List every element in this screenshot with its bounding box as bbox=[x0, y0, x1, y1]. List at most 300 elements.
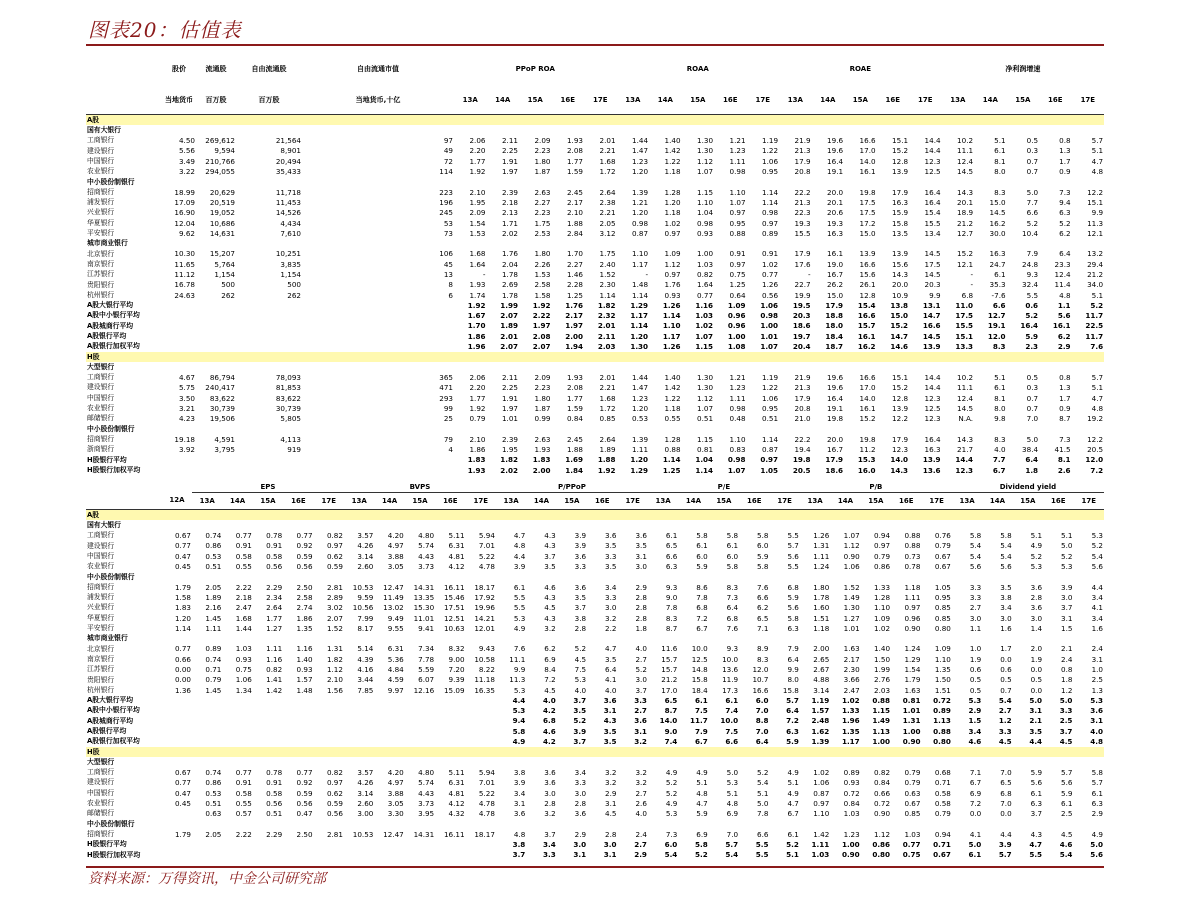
table-cell: 3.7 bbox=[1030, 809, 1043, 819]
table-cell: 1.28 bbox=[664, 434, 681, 444]
table-cell: 5,805 bbox=[280, 414, 301, 424]
table-cell: 0.94 bbox=[874, 531, 891, 541]
table-cell: 7.2 bbox=[696, 613, 708, 623]
table-cell: 1.29 bbox=[630, 300, 649, 310]
bank-name: A股城商行平均 bbox=[87, 716, 134, 725]
table-cell: 17.9 bbox=[825, 300, 844, 310]
table-cell: 11.7 bbox=[1085, 311, 1104, 321]
table-cell: 1.99 bbox=[500, 300, 518, 310]
table-cell: 1.58 bbox=[174, 592, 191, 602]
table-cell bbox=[374, 840, 404, 850]
table-cell: 11.01 bbox=[413, 613, 435, 623]
table-row-data bbox=[86, 623, 1104, 633]
table-cell bbox=[253, 706, 283, 716]
table-cell: 16.7 bbox=[827, 270, 844, 279]
table-cell: 3.5 bbox=[603, 737, 617, 747]
table-cell bbox=[405, 840, 435, 850]
table-cell: 5.8 bbox=[726, 562, 739, 572]
table-cell: 18.0 bbox=[825, 321, 844, 331]
table-cell: 0.85 bbox=[934, 603, 951, 613]
table-cell: 5.1 bbox=[696, 778, 708, 788]
table-cell: 6.7 bbox=[787, 809, 799, 819]
table-cell: 5.3 bbox=[574, 675, 587, 685]
table-cell: 9.9 bbox=[787, 665, 799, 674]
table-cell: 4.9 bbox=[665, 767, 678, 777]
table-cell: 0.68 bbox=[934, 767, 951, 777]
table-cell: 6.4 bbox=[787, 654, 799, 664]
table-cell: 1.02 bbox=[813, 767, 830, 777]
bank-name: A股中小银行平均 bbox=[87, 706, 140, 715]
table-cell: 1.42 bbox=[266, 685, 283, 695]
table-cell: 4.16 bbox=[357, 665, 374, 674]
table-cell: 6.1 bbox=[1061, 798, 1073, 808]
table-cell: 4.8 bbox=[513, 829, 526, 839]
table-cell: 2.09 bbox=[534, 372, 551, 382]
table-cell: 2.26 bbox=[534, 259, 551, 269]
table-cell: 12.8 bbox=[892, 156, 909, 166]
table-cell: 1.89 bbox=[205, 592, 222, 602]
table-cell bbox=[283, 695, 313, 705]
table-cell: 0.6 bbox=[969, 665, 982, 674]
table-cell: 0.76 bbox=[934, 531, 951, 541]
bank-name: 兴业银行 bbox=[87, 603, 115, 612]
table-cell: 3.1 bbox=[1090, 716, 1103, 726]
table-cell: 12.2 bbox=[1087, 434, 1104, 444]
table-cell: 25 bbox=[443, 414, 453, 424]
table-cell: 1.30 bbox=[697, 372, 714, 382]
table-cell: 14.3 bbox=[957, 187, 974, 197]
table-cell bbox=[162, 300, 196, 310]
table-cell: 6.4 bbox=[605, 665, 617, 674]
table-cell: 18.4 bbox=[691, 685, 708, 695]
table-cell: 2.11 bbox=[501, 372, 518, 382]
table-cell: 1.4 bbox=[1030, 623, 1043, 633]
column-header: 15A bbox=[253, 493, 283, 510]
table-cell: 6.1 bbox=[726, 541, 739, 551]
table-cell: 1.63 bbox=[843, 644, 860, 654]
table-cell bbox=[466, 716, 496, 726]
table-cell: 11.3 bbox=[509, 675, 526, 685]
table-cell: 2.9 bbox=[605, 788, 617, 798]
table-cell: 5.1 bbox=[1061, 531, 1073, 541]
table-cell: 0.5 bbox=[969, 685, 982, 695]
table-cell: 6.1 bbox=[787, 829, 799, 839]
table-cell: 2.8 bbox=[544, 798, 556, 808]
bank-name: 平安银行 bbox=[87, 624, 115, 633]
table-cell: 3.3 bbox=[1059, 706, 1073, 716]
table-cell: 9.9 bbox=[1091, 208, 1104, 218]
table-cell: 0.88 bbox=[872, 695, 891, 705]
table-cell bbox=[344, 850, 374, 860]
table-cell: 17.2 bbox=[859, 218, 876, 228]
table-cell: 2.00 bbox=[565, 331, 583, 341]
table-cell: 1.23 bbox=[843, 829, 860, 839]
table-cell: 1.20 bbox=[630, 331, 649, 341]
table-cell: 2.21 bbox=[599, 146, 616, 156]
column-header: 16E bbox=[435, 493, 465, 510]
bank-name: 工商银行 bbox=[87, 531, 115, 540]
table-cell: 0.67 bbox=[904, 798, 921, 808]
table-cell: 293 bbox=[439, 393, 453, 403]
table-cell: 5.4 bbox=[1000, 551, 1012, 561]
table-cell: 2.40 bbox=[599, 259, 616, 269]
table-cell: 6.1 bbox=[994, 146, 1006, 156]
table-cell: 3.0 bbox=[635, 562, 647, 572]
table-cell: 17.9 bbox=[794, 393, 811, 403]
table-cell: 6.5 bbox=[665, 541, 678, 551]
table-cell: 7.0 bbox=[755, 726, 769, 736]
table-cell: 19.1 bbox=[987, 321, 1006, 331]
table-cell: 5.2 bbox=[1061, 551, 1073, 561]
table-cell: 2.7 bbox=[635, 654, 647, 664]
table-cell: 2.07 bbox=[500, 311, 518, 321]
table-cell: 4.80 bbox=[418, 531, 435, 541]
table-cell: 18.9 bbox=[957, 208, 974, 218]
column-header: 16E bbox=[283, 493, 313, 510]
table-cell: 2.63 bbox=[534, 187, 551, 197]
table-cell: 6.4 bbox=[726, 603, 739, 613]
table-cell: 21.9 bbox=[794, 372, 811, 382]
table-cell: 0.97 bbox=[326, 778, 343, 788]
table-cell bbox=[314, 706, 344, 716]
table-cell: 3.7 bbox=[544, 551, 556, 561]
table-cell: 3.5 bbox=[605, 562, 617, 572]
table-cell: 0.93 bbox=[843, 778, 860, 788]
table-cell: 5.75 bbox=[178, 383, 195, 393]
table-cell bbox=[222, 706, 252, 716]
table-cell: 24.7 bbox=[989, 259, 1006, 269]
table-cell: 2.10 bbox=[469, 434, 486, 444]
table-cell: 15.1 bbox=[955, 331, 974, 341]
table-cell: 1.54 bbox=[469, 218, 486, 228]
table-cell: 15.6 bbox=[859, 270, 876, 279]
table-cell: 8.1 bbox=[994, 156, 1006, 166]
table-cell bbox=[374, 850, 404, 860]
table-cell: 3.9 bbox=[573, 726, 587, 736]
table-cell: 4.9 bbox=[513, 623, 526, 633]
table-cell: 0.77 bbox=[235, 531, 252, 541]
table-cell: 12.5 bbox=[924, 403, 941, 413]
table-cell: 15.6 bbox=[892, 259, 909, 269]
table-cell: 0.56 bbox=[296, 562, 313, 572]
table-cell: 1.95 bbox=[469, 197, 486, 207]
table-cell: 21.3 bbox=[794, 146, 811, 156]
table-cell: 6.7 bbox=[694, 737, 708, 747]
table-row-data bbox=[86, 403, 1104, 413]
table-cell: 1.03 bbox=[811, 850, 830, 860]
table-cell: 5.5 bbox=[513, 592, 526, 602]
table-cell: 15.4 bbox=[924, 208, 941, 218]
table-cell: 1.26 bbox=[662, 342, 681, 352]
table-cell: 3.88 bbox=[387, 551, 404, 561]
table-cell: 14.4 bbox=[924, 146, 941, 156]
table-cell: 5.4 bbox=[1059, 850, 1073, 860]
table-cell: 3.5 bbox=[573, 706, 587, 716]
table-cell: 19.96 bbox=[474, 603, 495, 613]
table-cell: 0.80 bbox=[933, 737, 951, 747]
table-row-data bbox=[86, 788, 1104, 798]
table-cell: 0.58 bbox=[934, 788, 951, 798]
table-cell: 1.34 bbox=[235, 685, 252, 695]
table-cell: 1.91 bbox=[501, 156, 518, 166]
table-cell: 7.3 bbox=[726, 592, 739, 602]
table-cell: 3.6 bbox=[513, 809, 526, 819]
table-cell: 4.1 bbox=[1091, 603, 1103, 613]
table-cell: 10.9 bbox=[892, 290, 909, 300]
table-cell: 11.1 bbox=[957, 146, 974, 156]
table-cell: 0.5 bbox=[1026, 136, 1039, 146]
table-cell: 1.89 bbox=[500, 321, 518, 331]
table-cell: 3.2 bbox=[544, 809, 556, 819]
table-cell: 3.5 bbox=[1029, 726, 1043, 736]
bank-name: 招商银行 bbox=[87, 582, 115, 591]
table-cell: 19.3 bbox=[827, 218, 844, 228]
table-cell: 6.6 bbox=[1026, 208, 1039, 218]
table-cell: 0.79 bbox=[934, 541, 951, 551]
table-cell bbox=[302, 465, 454, 475]
table-cell: 0.96 bbox=[904, 613, 921, 623]
table-cell: 19.3 bbox=[794, 218, 811, 228]
table-cell: 7.0 bbox=[726, 829, 739, 839]
table-cell bbox=[192, 716, 222, 726]
column-header: 16E bbox=[1043, 493, 1073, 510]
table-cell: 5.9 bbox=[1025, 331, 1039, 341]
table-cell: 1.53 bbox=[534, 270, 551, 279]
table-cell: 13.6 bbox=[922, 465, 941, 475]
table-row-sub bbox=[86, 177, 1104, 187]
table-cell: 3.1 bbox=[603, 850, 617, 860]
table-cell: 29.4 bbox=[1087, 259, 1104, 269]
table-cell: 1.19 bbox=[811, 695, 830, 705]
table-cell: 1.56 bbox=[326, 685, 343, 695]
table-cell: 1.09 bbox=[934, 644, 951, 654]
table-cell: 0.77 bbox=[902, 840, 921, 850]
table-cell: 12.4 bbox=[957, 156, 974, 166]
table-cell: 5.94 bbox=[478, 531, 495, 541]
table-cell: 7.99 bbox=[357, 613, 374, 623]
table-cell: 0.8 bbox=[1061, 665, 1073, 674]
column-group-header: BVPS bbox=[344, 482, 496, 493]
table-cell: 22.3 bbox=[794, 208, 811, 218]
table-cell: 1.16 bbox=[695, 300, 714, 310]
table-cell bbox=[283, 706, 313, 716]
table-cell: 14.21 bbox=[474, 613, 495, 623]
table-cell: 6.31 bbox=[448, 541, 465, 551]
table-cell: 16.1 bbox=[857, 331, 876, 341]
table-cell: 5.8 bbox=[757, 562, 769, 572]
table-cell: 4.6 bbox=[968, 737, 982, 747]
table-cell: 2.76 bbox=[874, 675, 891, 685]
table-cell: 5.3 bbox=[512, 706, 526, 716]
column-header: 15A bbox=[844, 86, 877, 115]
table-cell: 2.09 bbox=[469, 208, 486, 218]
table-cell bbox=[162, 716, 192, 726]
table-cell: 5.59 bbox=[418, 665, 435, 674]
table-cell: 1.86 bbox=[296, 613, 313, 623]
table-cell: 17.5 bbox=[859, 197, 876, 207]
table-cell: 1.27 bbox=[843, 613, 860, 623]
table-cell: 0.3 bbox=[1026, 383, 1039, 393]
table-cell: 5.7 bbox=[1091, 778, 1103, 788]
table-cell: 0.7 bbox=[1026, 156, 1039, 166]
table-cell: 2.20 bbox=[469, 383, 486, 393]
table-cell: 3.3 bbox=[542, 850, 556, 860]
table-cell: 9.3 bbox=[726, 644, 739, 654]
table-cell: 0.82 bbox=[266, 665, 283, 674]
table-cell: 4.3 bbox=[544, 531, 556, 541]
table-cell: 0.78 bbox=[266, 767, 283, 777]
table-cell: 2.47 bbox=[235, 603, 252, 613]
table-cell: 1.13 bbox=[872, 726, 891, 736]
table-cell: - bbox=[645, 270, 649, 279]
table-cell: 0.77 bbox=[697, 290, 714, 300]
bank-name: A股银行加权平均 bbox=[87, 737, 140, 746]
table-cell: 14.5 bbox=[924, 249, 941, 259]
table-cell: 21.2 bbox=[661, 675, 678, 685]
table-cell: 4.3 bbox=[544, 592, 556, 602]
table-row-avg bbox=[86, 455, 1104, 465]
table-cell: 2.10 bbox=[326, 675, 343, 685]
table-cell: 5.8 bbox=[787, 613, 799, 623]
table-cell: 2.32 bbox=[597, 311, 616, 321]
table-cell bbox=[196, 331, 236, 341]
table-cell: 0.59 bbox=[326, 798, 343, 808]
bank-name: 农业银行 bbox=[87, 404, 115, 413]
table-cell: 9.62 bbox=[178, 228, 195, 238]
table-cell: 78,093 bbox=[275, 372, 301, 382]
table-cell: 5.4 bbox=[725, 850, 739, 860]
table-cell: 4.6 bbox=[1059, 840, 1073, 850]
table-cell: 19.4 bbox=[794, 445, 811, 455]
table-cell: 5.7 bbox=[1091, 372, 1104, 382]
table-cell: 5.56 bbox=[178, 146, 195, 156]
column-header: 17E bbox=[314, 493, 344, 510]
table-cell: 12.3 bbox=[892, 445, 909, 455]
table-cell bbox=[374, 726, 404, 736]
table-cell: 0.93 bbox=[664, 290, 681, 300]
table-row-avg bbox=[86, 300, 1104, 310]
bank-name: 华夏银行 bbox=[87, 218, 115, 227]
column-header: 14A bbox=[974, 86, 1007, 115]
table-cell: 3.1 bbox=[605, 798, 617, 808]
table-cell: 1.52 bbox=[599, 270, 616, 279]
table-cell: 0.71 bbox=[205, 665, 222, 674]
table-cell: 9.4 bbox=[1059, 197, 1071, 207]
table-cell: 0.75 bbox=[235, 665, 252, 674]
table-cell: 19.6 bbox=[827, 146, 844, 156]
table-cell: 9.8 bbox=[994, 414, 1006, 424]
table-cell: 1.82 bbox=[597, 300, 616, 310]
table-cell: 4.7 bbox=[787, 798, 799, 808]
column-header: 15A bbox=[1007, 86, 1040, 115]
table-cell: 17.09 bbox=[174, 197, 195, 207]
table-cell: 5.3 bbox=[1030, 562, 1043, 572]
table-cell: 15,207 bbox=[209, 249, 235, 259]
table-cell: 2.64 bbox=[599, 187, 616, 197]
table-cell: 0.3 bbox=[1026, 146, 1039, 156]
table-cell: 1.54 bbox=[904, 665, 921, 674]
table-cell: 16.35 bbox=[474, 685, 495, 695]
table-cell: 14.4 bbox=[924, 136, 941, 146]
table-cell: 1.23 bbox=[729, 383, 746, 393]
table-cell: 3.9 bbox=[998, 840, 1012, 850]
table-cell bbox=[253, 695, 283, 705]
column-header: 14A bbox=[487, 86, 520, 115]
table-cell: 1.13 bbox=[933, 716, 951, 726]
table-cell: 3.6 bbox=[1030, 603, 1043, 613]
table-cell: 1.04 bbox=[695, 455, 714, 465]
table-cell: 245 bbox=[439, 208, 453, 218]
table-cell: 20.5 bbox=[792, 465, 811, 475]
table-cell: 0.93 bbox=[697, 228, 714, 238]
table-cell: 1.33 bbox=[841, 706, 860, 716]
table-cell: 1.75 bbox=[534, 218, 551, 228]
table-row-avg bbox=[86, 311, 1104, 321]
table-row-data bbox=[86, 654, 1104, 664]
table-cell: 3.5 bbox=[574, 592, 587, 602]
table-cell: 0.88 bbox=[933, 726, 951, 736]
table-cell: 2.05 bbox=[599, 218, 616, 228]
table-cell: 0.56 bbox=[296, 798, 313, 808]
table-cell: 2.22 bbox=[235, 582, 252, 592]
table-cell: 0.90 bbox=[874, 809, 891, 819]
table-cell: 17.6 bbox=[794, 259, 811, 269]
table-cell: 4.8 bbox=[1091, 403, 1104, 413]
table-cell: 21.3 bbox=[794, 197, 811, 207]
table-cell: 0.79 bbox=[874, 551, 891, 561]
table-row-avg bbox=[86, 840, 1104, 850]
table-cell: 1.15 bbox=[695, 342, 714, 352]
column-header: 当地货币,十亿 bbox=[302, 86, 454, 115]
table-cell: 5.7 bbox=[725, 840, 739, 850]
table-cell: 4.81 bbox=[448, 551, 465, 561]
table-cell: 0.85 bbox=[904, 809, 921, 819]
column-header: 15A bbox=[557, 493, 587, 510]
table-cell: 16.6 bbox=[859, 136, 876, 146]
table-cell: 5.2 bbox=[1059, 218, 1071, 228]
table-cell: 5.9 bbox=[1061, 788, 1073, 798]
table-cell: 8.4 bbox=[544, 665, 556, 674]
table-cell: 2.4 bbox=[1061, 654, 1073, 664]
table-cell: 7.0 bbox=[755, 706, 769, 716]
table-cell: 4.26 bbox=[357, 778, 374, 788]
table-cell: 6.1 bbox=[1091, 788, 1103, 798]
table-cell: 15.2 bbox=[892, 383, 909, 393]
header-row-years bbox=[86, 493, 1104, 510]
table-cell: 8.7 bbox=[1059, 414, 1071, 424]
table-cell: 20.1 bbox=[827, 197, 844, 207]
column-header: 14A bbox=[982, 493, 1012, 510]
table-cell bbox=[222, 726, 252, 736]
table-cell: 4.5 bbox=[998, 737, 1012, 747]
table-cell: 12.7 bbox=[987, 311, 1006, 321]
table-cell: 2.18 bbox=[501, 197, 518, 207]
table-cell: 3.8 bbox=[574, 613, 587, 623]
table-cell: 11.3 bbox=[1087, 218, 1104, 228]
table-cell: 2.8 bbox=[574, 623, 587, 633]
table-cell: 2.30 bbox=[843, 665, 860, 674]
table-cell: 3.7 bbox=[544, 829, 556, 839]
table-cell: - bbox=[482, 270, 486, 279]
table-cell: 1.24 bbox=[904, 644, 921, 654]
table-cell: 45 bbox=[443, 259, 453, 269]
table-cell: 3.0 bbox=[969, 613, 982, 623]
table-cell: 17.0 bbox=[859, 383, 876, 393]
table-cell: 4.97 bbox=[387, 778, 404, 788]
table-cell: 17.51 bbox=[443, 603, 465, 613]
table-cell: 35,433 bbox=[275, 167, 301, 177]
table-row-data bbox=[86, 269, 1104, 279]
